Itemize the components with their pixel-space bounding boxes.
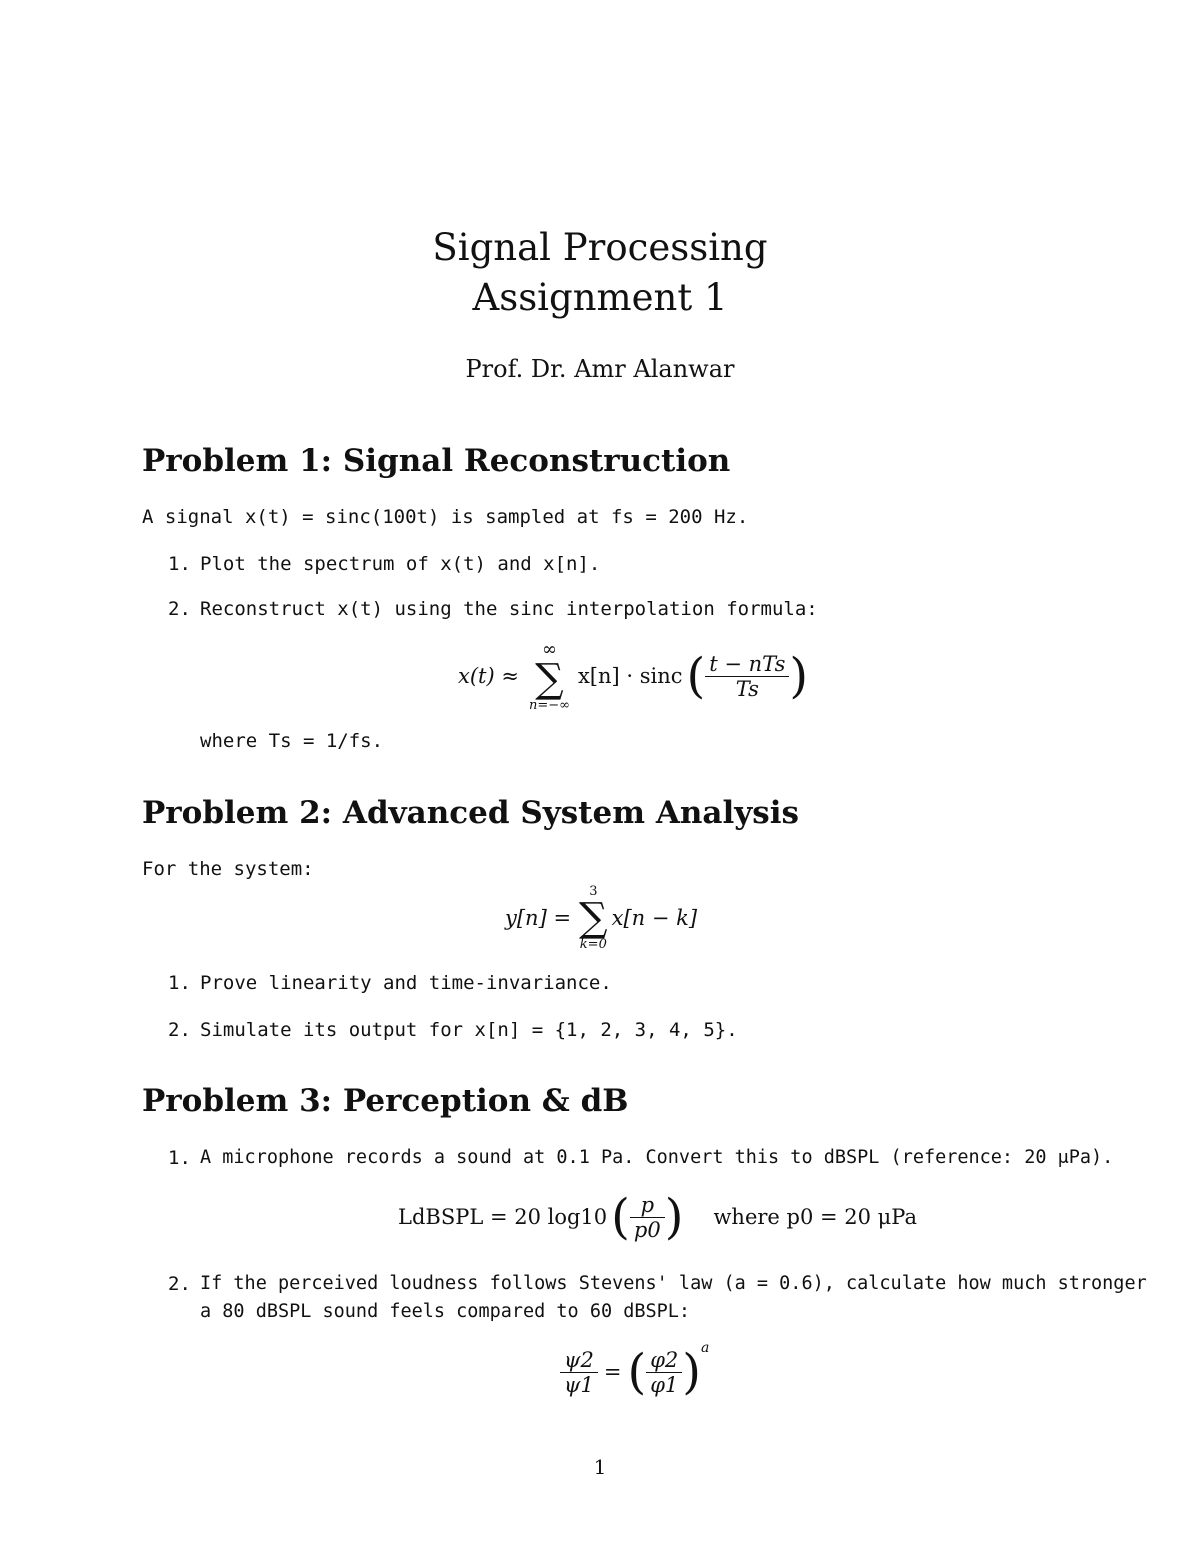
- eq2-sum-upper: 3: [589, 884, 598, 899]
- problem3-heading: Problem 3: Perception & dB: [142, 1083, 629, 1119]
- eq3-frac-den: p0: [633, 1217, 661, 1242]
- problem2-item1-number: 1.: [168, 972, 191, 994]
- problem1-item2-text: Reconstruct x(t) using the sinc interpolation formula:: [200, 598, 818, 620]
- eq3-frac-num: p: [630, 1193, 665, 1218]
- eq4-exponent: a: [701, 1340, 710, 1356]
- dbspl-equation: [398, 1182, 917, 1252]
- problem3-item1-number: 1.: [168, 1147, 191, 1169]
- system-equation: [505, 880, 697, 956]
- eq3-where: where p0 = 20 μPa: [713, 1205, 918, 1229]
- problem2-item1-text: Prove linearity and time-invariance.: [200, 972, 612, 994]
- stevens-equation: [560, 1336, 709, 1408]
- problem3-item2-number: 2.: [168, 1273, 191, 1295]
- eq1-frac-den: Ts: [735, 676, 759, 701]
- problem2-item2-text: Simulate its output for x[n] = {1, 2, 3, 4, 5}.: [200, 1019, 738, 1041]
- eq1-sum-lower: n=−∞: [528, 697, 570, 713]
- eq4-equals: =: [603, 1360, 622, 1384]
- eq1-sum: [528, 638, 570, 713]
- title-line-1: Signal Processing: [432, 226, 768, 269]
- reconstruction-equation: [458, 636, 808, 716]
- eq4-lhs-fraction: [560, 1348, 598, 1397]
- problem1-item1-text: Plot the spectrum of x(t) and x[n].: [200, 553, 601, 575]
- eq4-frac-den: φ1: [650, 1372, 679, 1397]
- problem1-item2-number: 2.: [168, 598, 191, 620]
- eq3-fraction: [630, 1193, 665, 1242]
- eq4-lhs-num: ψ2: [560, 1348, 598, 1373]
- eq1-term: x[n] · sinc: [577, 664, 683, 688]
- eq1-lhs: x(t) ≈: [458, 664, 519, 688]
- eq2-sum: [579, 885, 608, 951]
- problem2-item2-number: 2.: [168, 1019, 191, 1041]
- problem2-intro: For the system:: [142, 858, 314, 880]
- author: Prof. Dr. Amr Alanwar: [465, 355, 735, 383]
- eq1-right-paren: ): [789, 648, 809, 704]
- eq4-frac-num: φ2: [646, 1348, 682, 1373]
- eq4-lhs-den: ψ1: [564, 1372, 594, 1397]
- problem1-where: where Ts = 1/fs.: [200, 730, 384, 752]
- eq1-frac-num: t − nTs: [705, 652, 789, 677]
- eq3-left-paren: (: [611, 1189, 630, 1245]
- eq4-fraction: [646, 1348, 682, 1397]
- eq1-fraction: [705, 652, 789, 701]
- eq2-lhs: y[n] =: [505, 906, 572, 930]
- page-number: 1: [593, 1455, 607, 1479]
- problem1-intro: A signal x(t) = sinc(100t) is sampled at fs = 200 Hz.: [142, 506, 749, 528]
- eq4-right-paren: ): [682, 1344, 701, 1400]
- eq4-left-paren: (: [627, 1344, 647, 1400]
- eq1-sum-upper: ∞: [541, 638, 557, 660]
- eq2-sum-lower: k=0: [579, 937, 607, 952]
- eq1-sum-symbol: ∑: [535, 655, 564, 702]
- eq2-sum-symbol: ∑: [579, 895, 608, 941]
- problem3-item2-text-line1: If the perceived loudness follows Stevens' law (a = 0.6), calculate how much stronger: [200, 1273, 1147, 1294]
- problem3-item2-text-line2: a 80 dBSPL sound feels compared to 60 dBSPL:: [200, 1301, 691, 1322]
- eq1-left-paren: (: [686, 648, 706, 704]
- problem1-item1-number: 1.: [168, 553, 191, 575]
- eq2-term: x[n − k]: [611, 906, 698, 930]
- problem3-item1-text: A microphone records a sound at 0.1 Pa. Convert this to dBSPL (reference: 20 μPa).: [200, 1147, 1114, 1168]
- problem2-heading: Problem 2: Advanced System Analysis: [142, 795, 799, 831]
- title-line-2: Assignment 1: [472, 276, 728, 319]
- eq3-lhs: LdBSPL = 20 log10: [398, 1205, 608, 1229]
- eq3-right-paren: ): [664, 1189, 684, 1245]
- problem1-heading: Problem 1: Signal Reconstruction: [142, 443, 731, 479]
